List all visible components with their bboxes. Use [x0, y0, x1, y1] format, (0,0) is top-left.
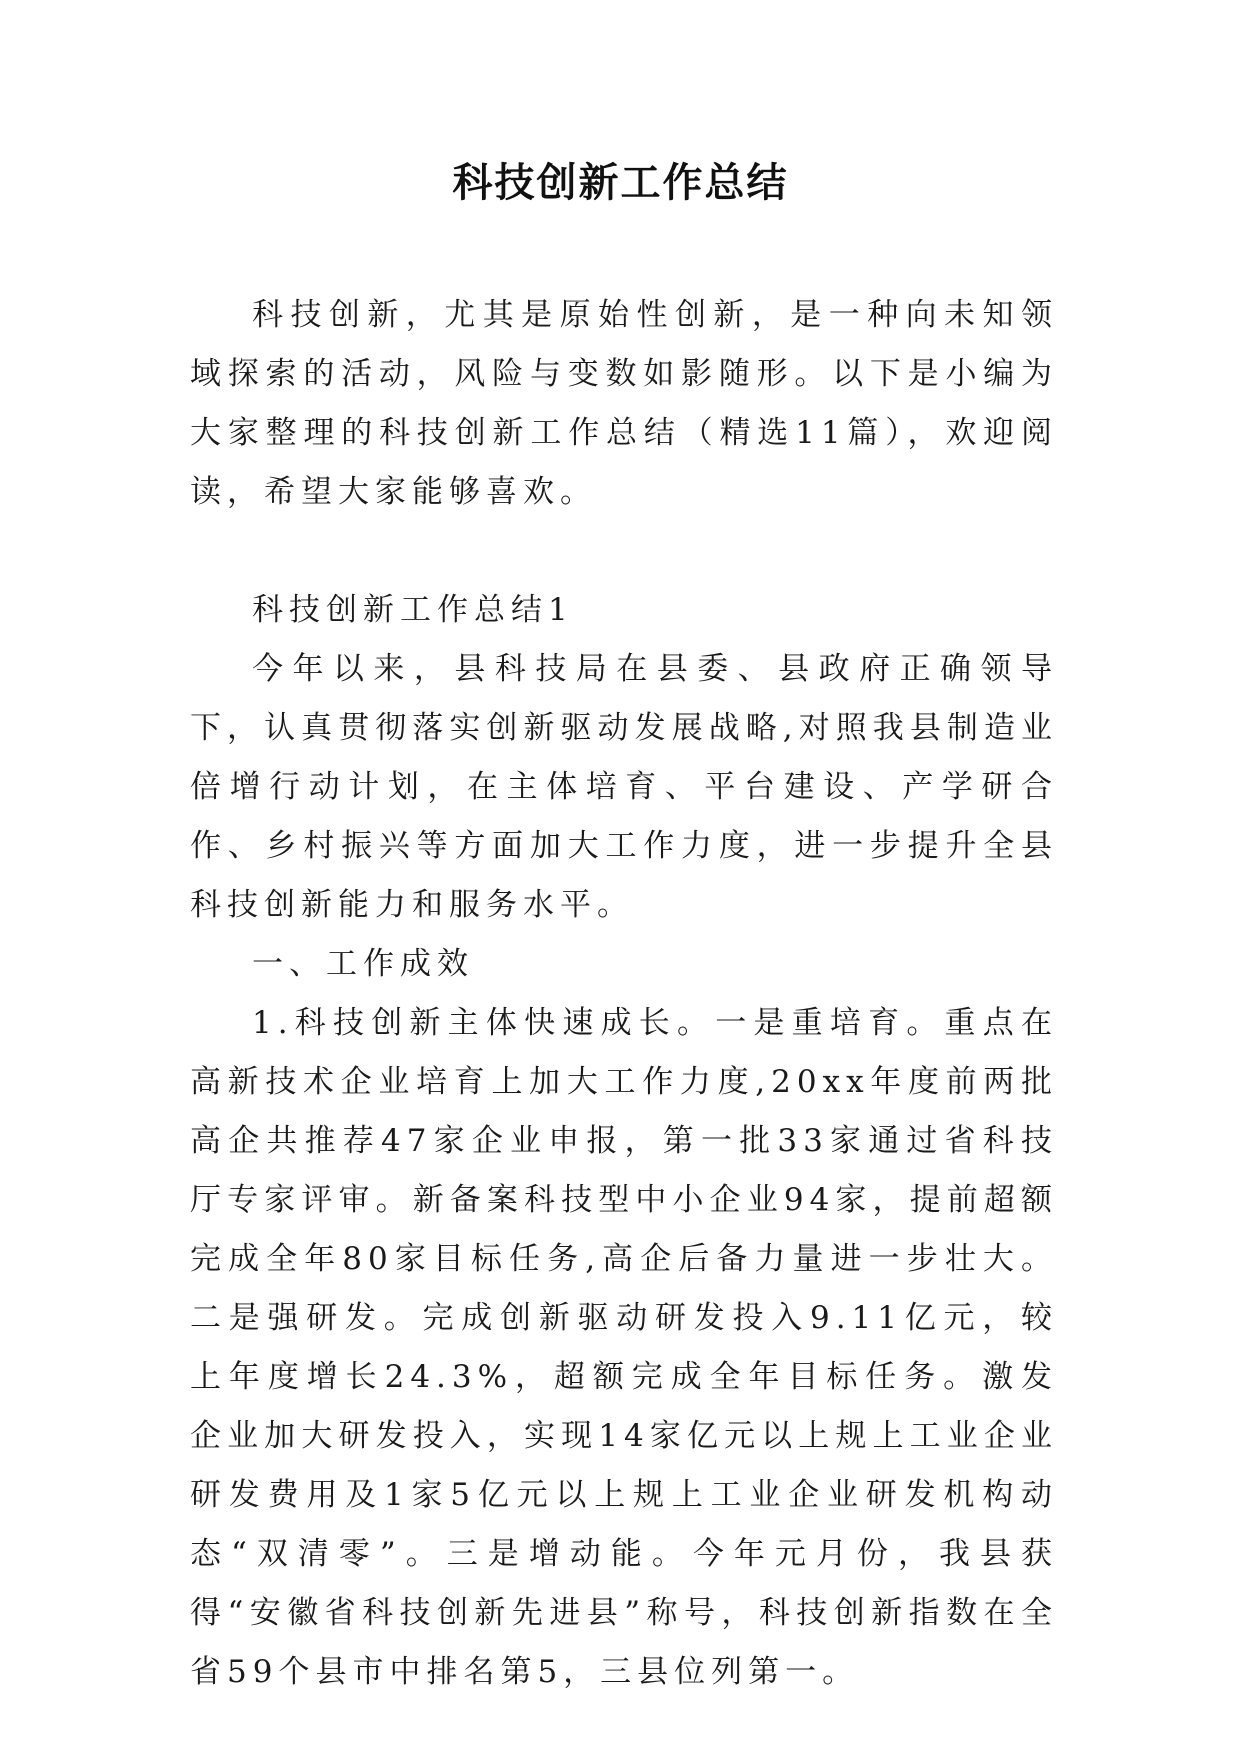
- intro-paragraph: 科技创新，尤其是原始性创新，是一种向未知领域探索的活动，风险与变数如影随形。以下是小编为大家整理的科技创新工作总结（精选11篇），欢迎阅读，希望大家能够喜欢。: [190, 297, 1058, 510]
- document-title: 科技创新工作总结: [452, 160, 789, 206]
- section-heading: 科技创新工作总结1: [252, 592, 574, 628]
- subheading: 一、工作成效: [252, 946, 474, 982]
- paragraph: 1.科技创新主体快速成长。一是重培育。重点在高新技术企业培育上加大工作力度,20xx年度前两批高企共推荐47家企业申报，第一批33家通过省科技厅专家评审。新备案科技型中小企业94家，提前超额完成全年80家目标任务,高企后备力量进一步壮大。二是强研发。完成创新驱动研发投入9.11亿元，较上年度增长24.3%，超额完成全年目标任务。激发企业加大研发投入，实现14家亿元以上规上工业企业研发费用及1家5亿元以上规上工业企业研发机构动态“双清零”。三是增动能。今年元月份，我县获得“安徽省科技创新先进县”称号，科技创新指数在全省59个县市中排名第5，三县位列第一。: [190, 1005, 1058, 1690]
- paragraph: 今年以来，县科技局在县委、县政府正确领导下，认真贯彻落实创新驱动发展战略,对照我县制造业倍增行动计划，在主体培育、平台建设、产学研合作、乡村振兴等方面加大工作力度，进一步提升全县科技创新能力和服务水平。: [190, 651, 1058, 923]
- document-body: [190, 286, 1058, 1702]
